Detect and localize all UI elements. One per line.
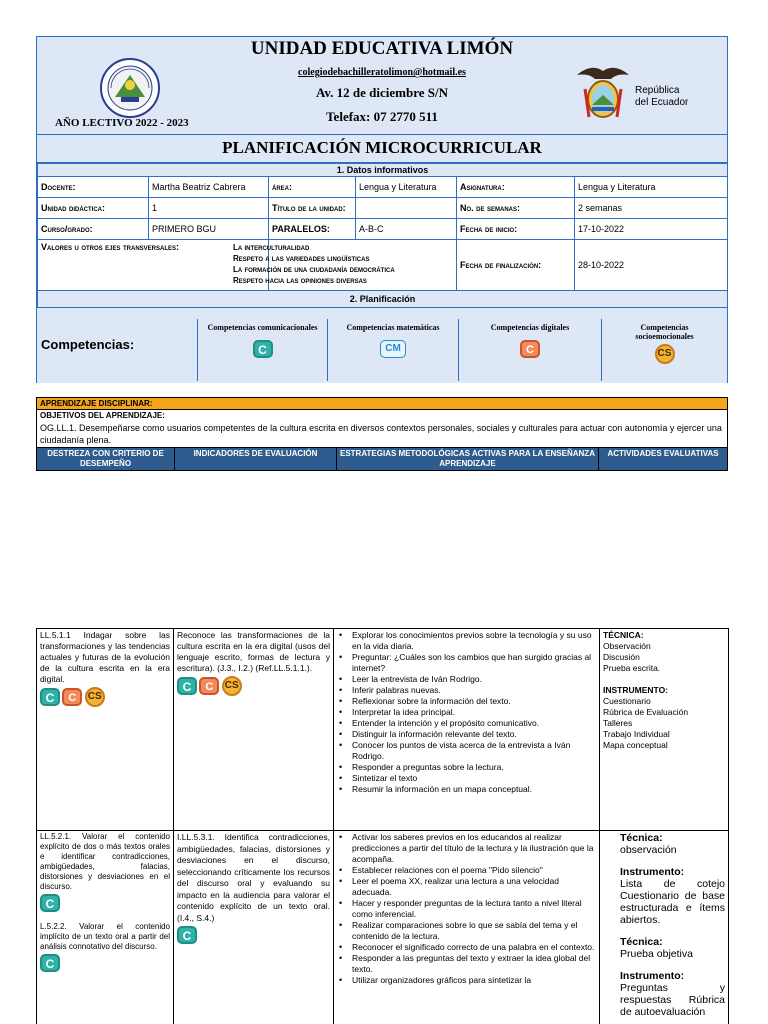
communication-competence-icon: C — [40, 688, 60, 706]
tecnica-item: Observación — [603, 641, 651, 651]
communication-competence-icon: C — [40, 894, 60, 912]
col-actividades: ACTIVIDADES EVALUATIVAS — [607, 449, 719, 458]
socioemotional-competence-icon: CS — [85, 687, 105, 707]
competencias-row — [37, 319, 727, 383]
valor-item: Respeto hacia las opiniones diversas — [233, 276, 367, 285]
col-estrategias: ESTRATEGIAS METODOLÓGICAS ACTIVAS PARA LA ENSEÑANZA APRENDIZAJE — [337, 448, 599, 470]
school-name: UNIDAD EDUCATIVA LIMÓN — [250, 38, 514, 59]
value-unidad: 1 — [149, 198, 269, 219]
label-unidad: Unidad didáctica: — [38, 198, 149, 219]
value-inicio: 17-10-2022 — [575, 219, 728, 240]
tecnica-label: Técnica: — [620, 832, 663, 844]
list-item: • Reflexionar sobre la información del texto. — [337, 696, 596, 707]
communication-competence-icon: C — [253, 340, 273, 358]
value-titulo — [356, 198, 457, 219]
school-year: AÑO LECTIVO 2022 - 2023 — [55, 117, 189, 129]
list-item: • Sintetizar el texto — [337, 773, 596, 784]
destreza-text: LL.5.2.1. Valorar el contenido explícito de dos o más textos orales e identificar contradicciones, ambigüedades, falacias, distorsiones y desviaciones en el discurso. — [40, 832, 170, 891]
indicador-icons — [177, 676, 330, 696]
country-line-1: República — [635, 85, 680, 96]
value-fin: 28-10-2022 — [575, 240, 728, 291]
country-label — [635, 85, 688, 109]
estrategias-cell — [334, 831, 600, 1024]
value-asignatura: Lengua y Literatura — [575, 177, 728, 198]
competencia-comunicacional — [197, 319, 327, 381]
tecnica-label: TÉCNICA: — [603, 630, 644, 640]
digital-competence-icon: C — [199, 677, 219, 695]
ecuador-coat-of-arms-logo — [573, 61, 633, 123]
label-semanas: No. de semanas: — [457, 198, 575, 219]
estrategias-list — [337, 832, 596, 986]
instrumento-item: Cuestionario — [603, 696, 651, 706]
destreza-text: LL.5.1.1 Indagar sobre las transformaciones y las tendencias actuales y futuras de la evolución de la cultura escrita en la era digital. — [40, 630, 170, 684]
label-titulo: Título de la unidad: — [269, 198, 356, 219]
section-heading-planificacion: 2. Planificación — [38, 291, 728, 308]
valor-item: Respeto a las variedades lingüísticas — [233, 254, 370, 263]
list-item: • Utilizar organizadores gráficos para sintetizar la — [337, 975, 596, 986]
col-indicadores: INDICADORES DE EVALUACIÓN — [175, 448, 337, 470]
label-asignatura: Asignatura: — [457, 177, 575, 198]
tecnica-item: Discusión — [603, 652, 640, 662]
list-item: • Establecer relaciones con el poema "Pido silencio" — [337, 865, 596, 876]
value-semanas: 2 semanas — [575, 198, 728, 219]
valores-list — [233, 242, 513, 286]
estrategias-cell — [334, 629, 600, 831]
socioemotional-competence-icon: CS — [655, 344, 675, 364]
value-paralelos: A-B-C — [356, 219, 457, 240]
destreza-icons — [40, 687, 170, 707]
tecnica-value: Prueba objetiva — [620, 948, 693, 960]
list-item: • Entender la intención y el propósito comunicativo. — [337, 718, 596, 729]
objetivos-heading: OBJETIVOS DEL APRENDIZAJE: — [40, 411, 165, 420]
valor-item: La formación de una ciudadanía democrática — [233, 265, 395, 274]
instrumento-label: INSTRUMENTO: — [603, 685, 669, 695]
list-item: • Reconocer el significado correcto de una palabra en el contexto. — [337, 942, 596, 953]
school-header — [37, 37, 727, 135]
indicador-cell — [174, 629, 334, 831]
info-table — [37, 163, 728, 308]
table-row — [37, 831, 729, 1024]
school-address: Av. 12 de diciembre S/N — [315, 85, 449, 100]
destreza-cell — [37, 629, 174, 831]
estrategias-list — [337, 630, 596, 795]
objetivo-text: OG.LL.1. Desempeñarse como usuarios competentes de la cultura escrita en diversos contextos personales, sociales y culturales para actuar con autonomía y ejercer una ciudadanía plena. — [40, 423, 722, 445]
instrumento-label: Instrumento: — [620, 970, 685, 982]
instrumento-item: Mapa conceptual — [603, 740, 668, 750]
value-area: Lengua y Literatura — [356, 177, 457, 198]
country-line-2: del Ecuador — [635, 97, 689, 108]
indicador-text: Reconoce las transformaciones de la cultura escrita en la era digital (usos del lenguaje escrito, formas de lectura y escritura). (J.3., I.2.) (Ref.LL.5.1.1.). — [177, 630, 330, 673]
plan-table — [36, 628, 729, 1024]
list-item: • Inferir palabras nuevas. — [337, 685, 596, 696]
destreza-cell — [37, 831, 174, 1024]
competencia-socioemocional — [601, 319, 727, 381]
communication-competence-icon: C — [177, 926, 197, 944]
list-item: • Hacer y responder preguntas de la lectura tanto a nivel literal como inferencial. — [337, 898, 596, 920]
math-competence-icon: CM — [380, 340, 406, 358]
communication-competence-icon: C — [177, 677, 197, 695]
instrumento-value: Preguntas y respuestas Rúbrica de autoevaluación — [620, 982, 725, 1018]
digital-competence-icon: C — [520, 340, 540, 358]
digital-competence-icon: C — [62, 688, 82, 706]
label-fin: Fecha de finalización: — [457, 240, 575, 291]
list-item: • Responder a las preguntas del texto y extraer la idea global del texto. — [337, 953, 596, 975]
competencias-label: Competencias: — [41, 337, 135, 352]
competencia-matematica — [327, 319, 458, 381]
instrumento-value: Lista de cotejo Cuestionario de base estructurada e ítems abiertos. — [620, 878, 725, 926]
indicador-text: I.LL.5.3.1. Identifica contradicciones, ambigüedades, falacias, distorsiones y desviaciones en el discurso, seleccionando críticamente los recursos del discurso oral y evaluando su impacto en la audiencia para valorar el contenido explícito de un texto oral. (I.4., S.4.) — [177, 832, 330, 923]
table-row — [37, 629, 729, 831]
label-paralelos: PARALELOS: — [269, 219, 356, 240]
instrumento-label: Instrumento: — [620, 866, 685, 878]
indicador-cell — [174, 831, 334, 1024]
competencia-name: Competencias comunicacionales — [207, 323, 318, 332]
competencia-name: Competencias matemáticas — [346, 323, 440, 332]
tecnica-value: observación — [620, 844, 677, 856]
list-item: • Resumir la información en un mapa conceptual. — [337, 784, 596, 795]
label-valores — [38, 240, 395, 291]
tecnica-item: Prueba escrita. — [603, 663, 661, 673]
communication-competence-icon: C — [40, 954, 60, 972]
instrumento-item: Trabajo Individual — [603, 729, 670, 739]
list-item: • Conocer los puntos de vista acerca de la entrevista a Iván Rodrigo. — [337, 740, 596, 762]
label-curso: Curso/grado: — [38, 219, 149, 240]
actividades-cell — [600, 831, 729, 1024]
value-curso: PRIMERO BGU — [149, 219, 269, 240]
section-heading-datos: 1. Datos informativos — [38, 164, 728, 177]
competencia-digital — [458, 319, 601, 381]
instrumento-item: Rúbrica de Evaluación — [603, 707, 689, 717]
list-item: • Activar los saberes previos en los educandos al realizar predicciones a partir del título de la lectura y la ilustración que la acompaña. — [337, 832, 596, 865]
competencia-name: Competencias digitales — [490, 323, 570, 332]
competencia-name: Competencias socioemocionales — [635, 323, 694, 341]
aprendizaje-heading: APRENDIZAJE DISCIPLINAR: — [37, 398, 727, 410]
valor-item: La interculturalidad — [233, 243, 310, 252]
list-item: • Leer el poema XX, realizar una lectura a una velocidad adecuada. — [337, 876, 596, 898]
planning-header — [36, 36, 728, 383]
label-inicio: Fecha de inicio: — [457, 219, 575, 240]
list-item: • Responder a preguntas sobre la lectura. — [337, 762, 596, 773]
value-docente: Martha Beatriz Cabrera — [149, 177, 269, 198]
label-area: área: — [269, 177, 356, 198]
list-item: • Leer la entrevista de Iván Rodrigo. — [337, 674, 596, 685]
socioemotional-competence-icon: CS — [222, 676, 242, 696]
valores-label-text: Valores u otros ejes transversales: — [41, 242, 180, 252]
tecnica-label: Técnica: — [620, 936, 663, 948]
list-item: • Distinguir la información relevante del texto. — [337, 729, 596, 740]
school-fax: Telefax: 07 2770 511 — [326, 109, 438, 124]
label-docente: Docente: — [38, 177, 149, 198]
school-email: colegiodebachilleratolimon@hotmail.es — [298, 67, 466, 78]
list-item: • Interpretar la idea principal. — [337, 707, 596, 718]
actividades-cell — [600, 629, 729, 831]
instrumento-item: Talleres — [603, 718, 633, 728]
list-item: • Realizar comparaciones sobre lo que se sabía del tema y el contenido de la lectura. — [337, 920, 596, 942]
page-title: PLANIFICACIÓN MICROCURRICULAR — [37, 135, 727, 163]
list-item: • Preguntar: ¿Cuáles son los cambios que han surgido gracias al internet? — [337, 652, 596, 674]
col-destreza: DESTREZA CON CRITERIO DE DESEMPEÑO — [37, 448, 175, 470]
plan-column-headers — [37, 447, 727, 470]
aprendizaje-block — [36, 397, 728, 471]
destreza-text: L.5.2.2. Valorar el contenido implícito de un texto oral a partir del análisis connotativo del discurso. — [40, 922, 170, 951]
list-item: • Explorar los conocimientos previos sobre la tecnología y su uso en la vida diaria. — [337, 630, 596, 652]
